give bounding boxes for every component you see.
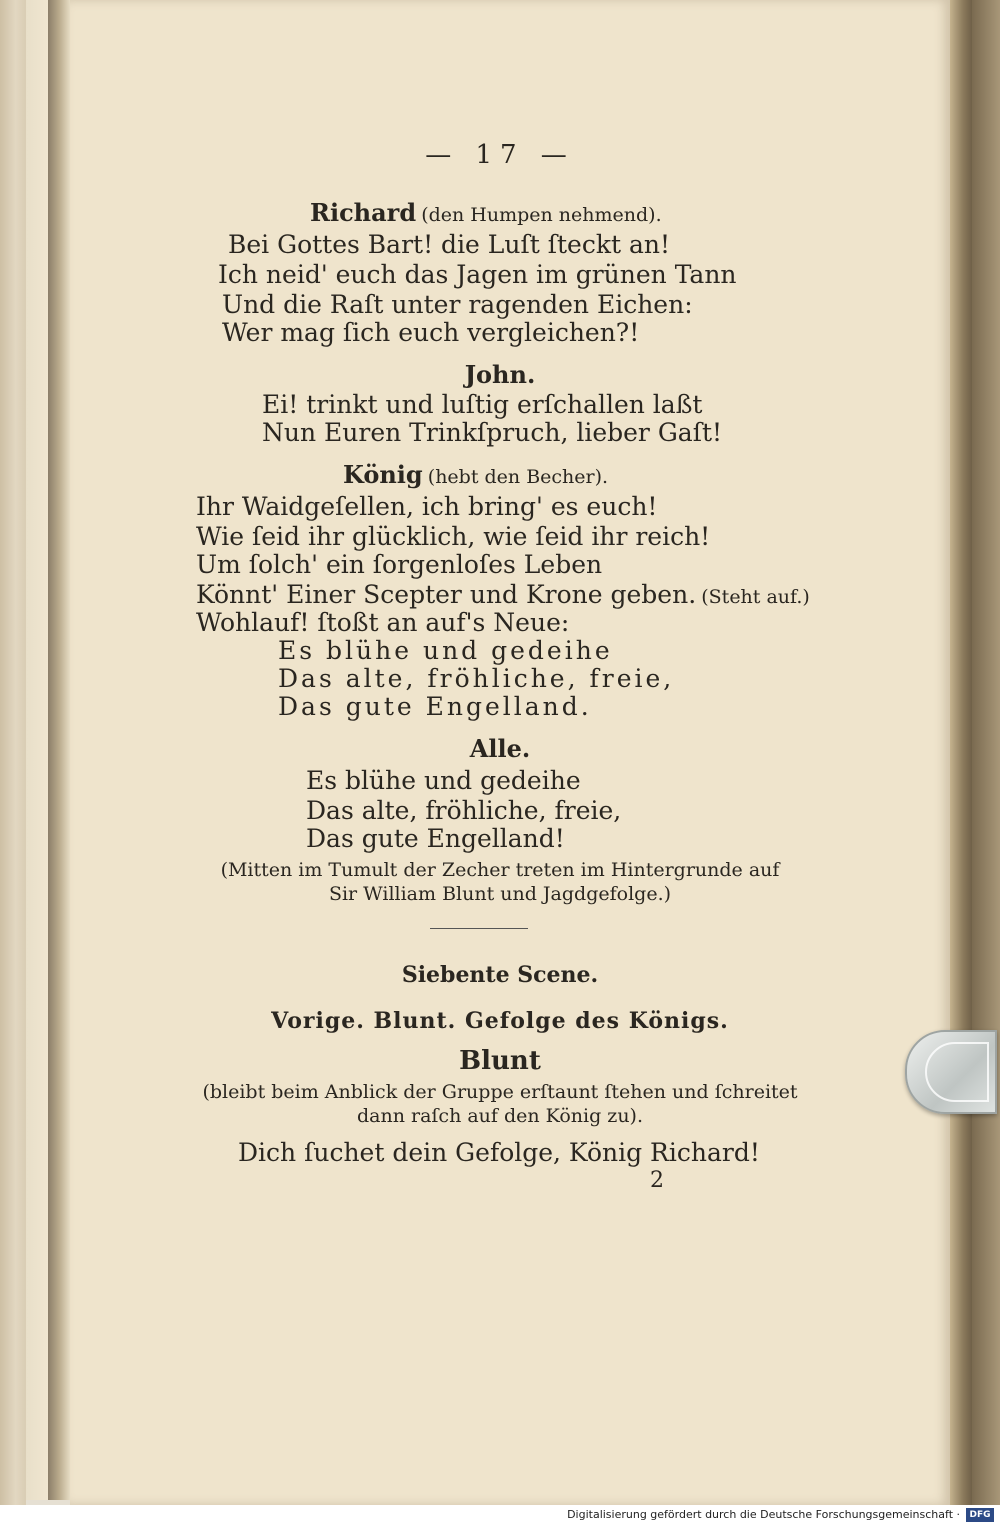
- page-number: — 17 —: [425, 140, 575, 170]
- stage-line: (Mitten im Tumult der Zecher treten im Hintergrunde auf: [220, 859, 780, 881]
- dfg-logo-icon: DFG: [966, 1508, 994, 1522]
- verse-line: Bei Gottes Bart! die Luſt ſteckt an!: [228, 230, 671, 259]
- verse-line: Ich neid' euch das Jagen im grünen Tann: [218, 260, 737, 289]
- verse-line: Nun Euren Trinkſpruch, lieber Gaſt!: [262, 418, 723, 447]
- stage-line: dann raſch auf den König zu).: [356, 1105, 644, 1127]
- verse-line-spaced: Es blühe und gedeihe: [278, 636, 613, 665]
- speaker-blunt: Blunt: [459, 1046, 541, 1076]
- stage-line: (bleibt beim Anblick der Gruppe erſtaunt ſtehen und ſchreitet: [202, 1081, 798, 1103]
- scene-cast: Vorige. Blunt. Gefolge des Königs.: [271, 1008, 729, 1034]
- stage-line: Sir William Blunt und Jagdgefolge.): [328, 883, 672, 905]
- verse-line-spaced: Das alte, fröhliche, freie,: [278, 664, 675, 693]
- verse-line: Um ſolch' ein ſorgenloſes Leben: [196, 550, 603, 579]
- stage-direction-blunt: [0, 1080, 1000, 1128]
- verse-line: Es blühe und gedeihe: [306, 766, 581, 795]
- speaker-john: John.: [464, 360, 536, 389]
- stage-direction-stands: (Steht auf.): [701, 586, 810, 608]
- binding-strip: [0, 0, 26, 1527]
- verse-line: Und die Raſt unter ragenden Eichen:: [222, 290, 693, 319]
- speaker-alle: Alle.: [469, 734, 531, 763]
- verse-line: Ei! trinkt und luſtig erſchallen laßt: [262, 390, 703, 419]
- verse-line: Ihr Waidgeſellen, ich bring' es euch!: [196, 492, 658, 521]
- speaker-richard-line: [310, 198, 662, 227]
- speaker-richard: Richard: [310, 198, 417, 227]
- verse-line: Das alte, fröhliche, freie,: [306, 796, 622, 825]
- verse-line: Wer mag ſich euch vergleichen?!: [222, 318, 640, 347]
- verse-line: Wie ſeid ihr glücklich, wie ſeid ihr reich!: [196, 522, 711, 551]
- stage-direction-richard: (den Humpen nehmend).: [421, 204, 662, 226]
- printer-signature: 2: [650, 1168, 664, 1193]
- digitization-credit: Digitalisierung gefördert durch die Deutsche Forschungsgemeinschaft ·: [567, 1508, 960, 1521]
- verse-line-with-stage: [196, 580, 810, 609]
- stage-direction-tumult: [0, 858, 1000, 906]
- verse-line-spaced: Das gute Engelland.: [278, 692, 592, 721]
- verse-line: Dich ſuchet dein Gefolge, König Richard!: [238, 1138, 760, 1167]
- speaker-koenig-line: [343, 460, 608, 489]
- speaker-koenig: König: [343, 460, 423, 489]
- scene-title: Siebente Scene.: [401, 962, 599, 988]
- verse-line: Das gute Engelland!: [306, 824, 565, 853]
- stage-direction-koenig: (hebt den Becher).: [427, 466, 609, 488]
- verse-text: Könnt' Einer Scepter und Krone geben.: [196, 580, 697, 609]
- section-divider: [430, 928, 528, 929]
- verse-line: Wohlauf! ſtoßt an auf's Neue:: [196, 608, 570, 637]
